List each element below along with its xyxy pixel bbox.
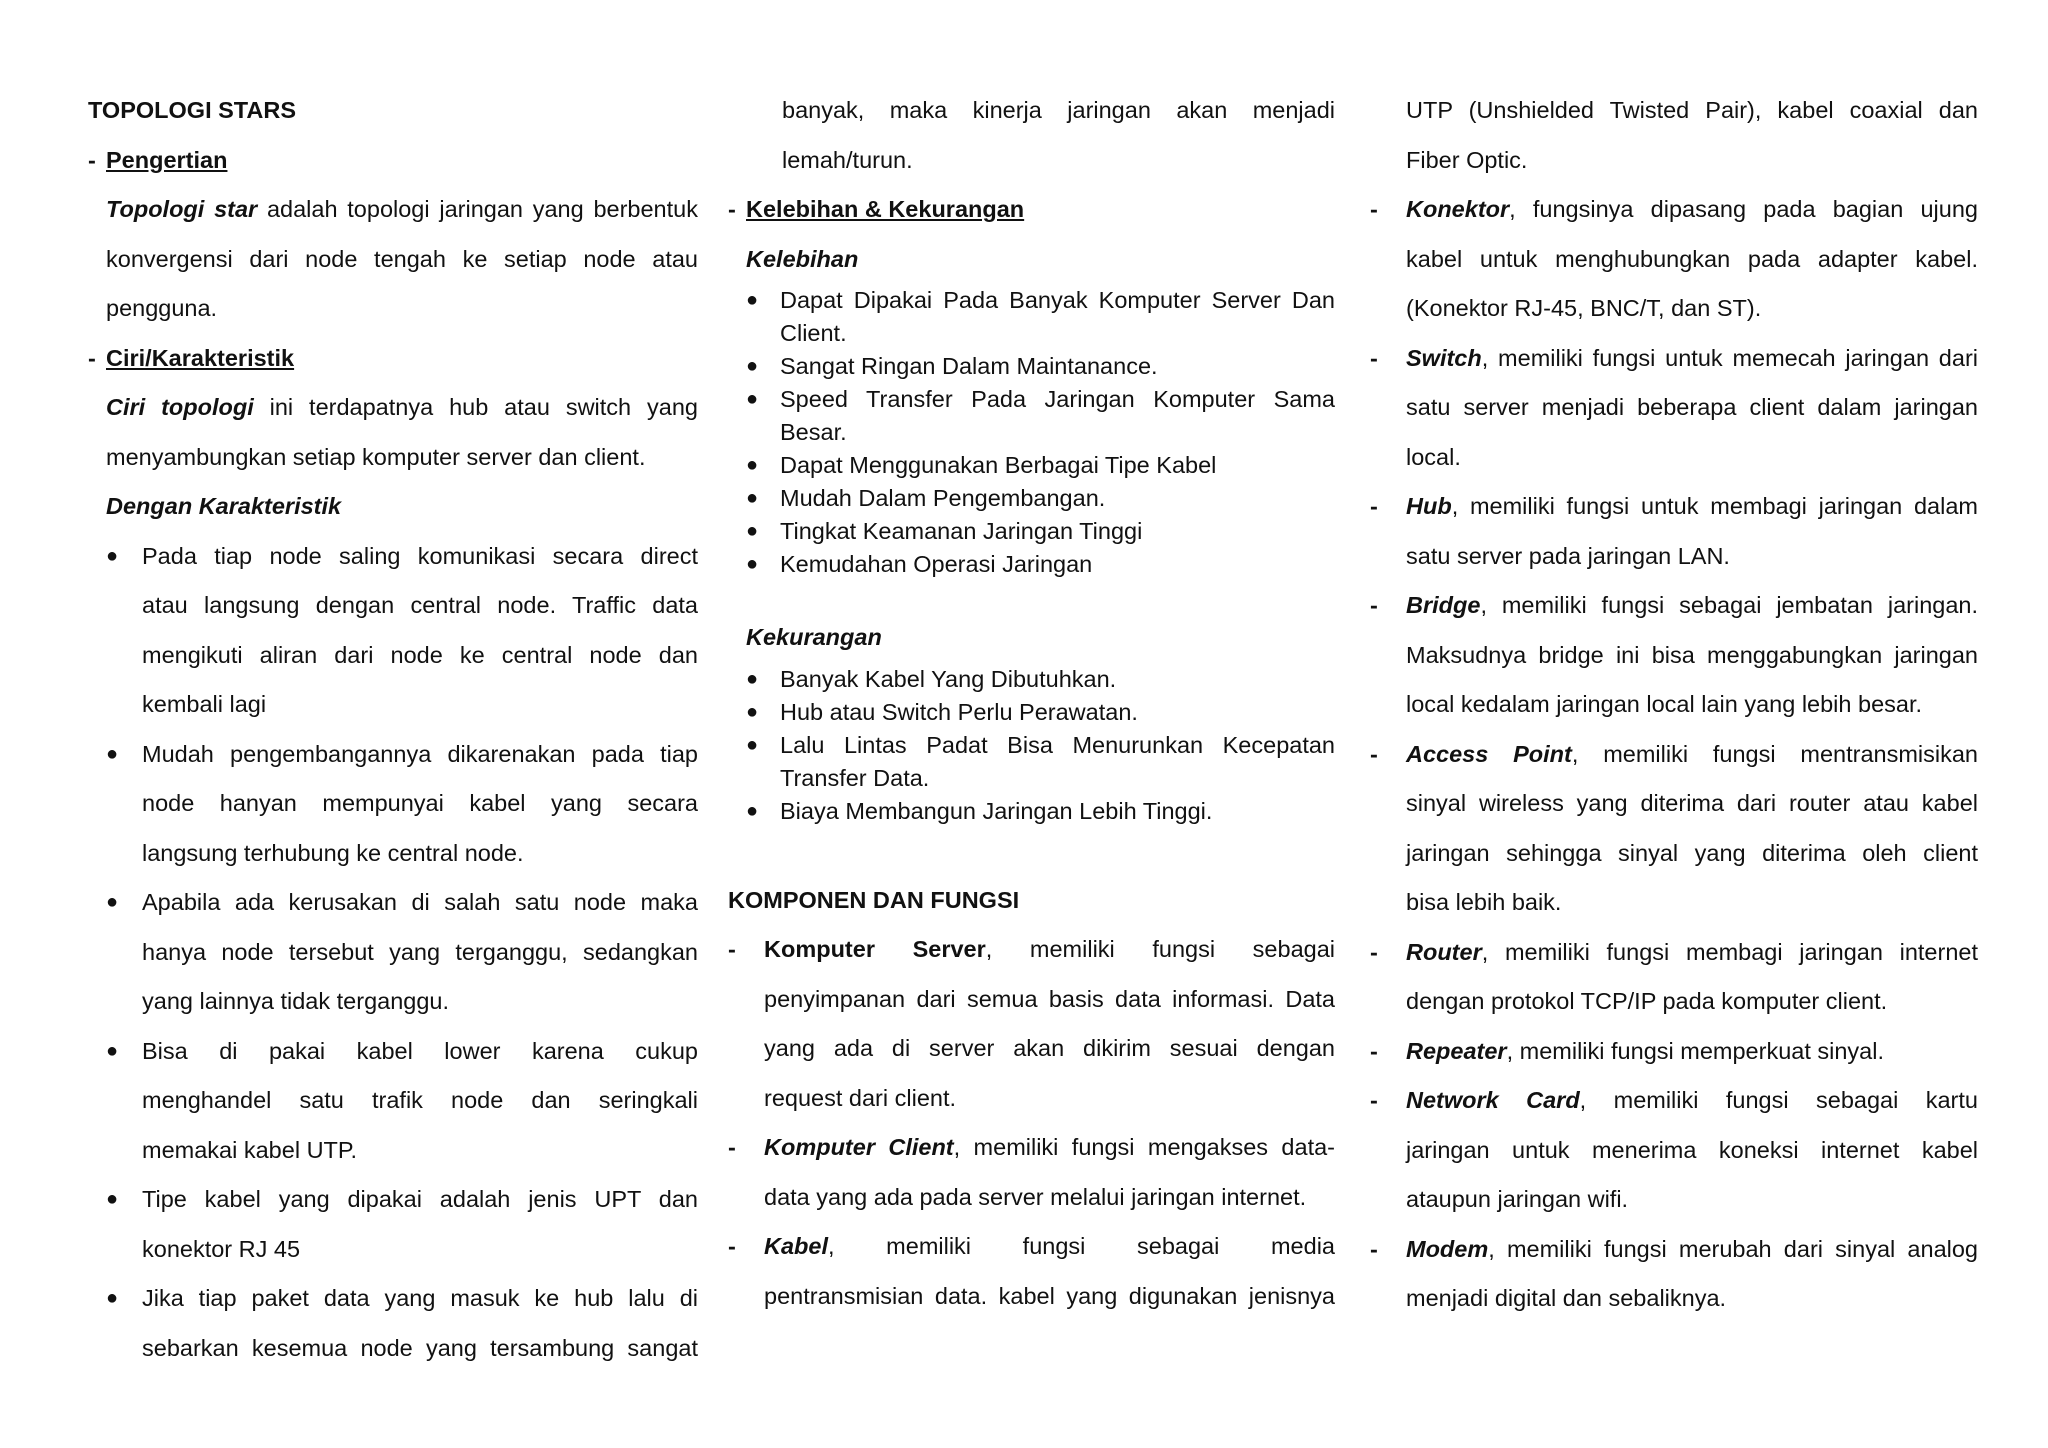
text-line [1406, 185, 1978, 235]
komponen-item [1370, 1027, 1978, 1077]
komponen-term: Repeater [1406, 1037, 1507, 1064]
komponen-text: , fungsinya dipasang pada bagian ujung [1509, 196, 1978, 222]
text-line: hanya node tersebut yang terganggu, sedangkan [142, 938, 698, 965]
list-item [88, 878, 698, 1027]
heading-ciri-karakteristik: - Ciri/Karakteristik [88, 334, 698, 384]
list-item [728, 482, 1335, 515]
text-line: Jika tiap paket data yang masuk ke hub lalu di [142, 1285, 698, 1311]
komponen-continuation [1370, 86, 1978, 185]
komponen-text: , memiliki fungsi sebagai [985, 936, 1335, 962]
text-line: Dapat Dipakai Pada Banyak Komputer Server Dan [780, 287, 1335, 313]
text-line [1406, 581, 1978, 631]
text-line [1406, 1225, 1978, 1275]
komponen-item [728, 1123, 1335, 1222]
column-2 [728, 86, 1335, 1321]
komponen-text: , memiliki fungsi untuk membagi jaringan dalam [1451, 493, 1978, 519]
bullet-continuation [728, 86, 1335, 185]
komponen-term: Konektor [1406, 196, 1510, 222]
bullet-marker: ● [746, 388, 759, 410]
komponen-term: Komputer Server [764, 936, 986, 962]
text-line [1406, 334, 1978, 384]
komponen-text: , memiliki fungsi sebagai media [828, 1233, 1335, 1259]
text-line: penyimpanan dari semua basis data informasi. Data [764, 985, 1335, 1012]
komponen-term: Komputer Client [764, 1134, 954, 1160]
dash-marker: - [1370, 592, 1378, 618]
bullet-marker: ● [746, 289, 759, 311]
text-line: (Konektor RJ-45, BNC/T, dan ST). [1406, 295, 1762, 321]
text-line: node hanyan mempunyai kabel yang secara [142, 790, 698, 816]
komponen-term: Kabel [764, 1233, 828, 1259]
text-line: banyak, maka kinerja jaringan akan menjadi [782, 97, 1335, 123]
text-line: local. [1406, 443, 1461, 470]
text-line: Pada tiap node saling komunikasi secara direct [142, 542, 698, 569]
text-line: satu server pada jaringan LAN. [1406, 542, 1730, 569]
komponen-item [1370, 581, 1978, 730]
text-line: Mudah pengembangannya dikarenakan pada tiap [142, 740, 698, 767]
text-line: sinyal wireless yang diterima dari router atau kabel [1406, 790, 1978, 816]
dash-marker: - [1370, 938, 1378, 965]
text-line: UTP (Unshielded Twisted Pair), kabel coaxial dan [1406, 97, 1978, 123]
text-line: dengan protokol TCP/IP pada komputer client. [1406, 988, 1888, 1014]
bullet-marker: ● [746, 520, 759, 542]
komponen-term: Bridge [1406, 592, 1481, 618]
heading-pengertian: - Pengertian [88, 136, 698, 186]
bullet-marker: ● [106, 1188, 119, 1210]
dash-marker: - [1370, 344, 1378, 371]
bullet-marker: ● [106, 544, 119, 567]
text-line: Biaya Membangun Jaringan Lebih Tinggi. [780, 797, 1213, 824]
text-line [764, 1123, 1335, 1173]
bullet-marker: ● [746, 454, 759, 476]
list-item [88, 1274, 698, 1373]
text-line: bisa lebih baik. [1406, 889, 1562, 915]
text-line: menjadi digital dan sebaliknya. [1406, 1285, 1727, 1311]
text-line: Banyak Kabel Yang Dibutuhkan. [780, 665, 1117, 692]
paragraph-pengertian [88, 185, 698, 334]
subheading-dengan-karakteristik: Dengan Karakteristik [106, 493, 342, 519]
komponen-list [728, 925, 1335, 1321]
text-line: kabel untuk menghubungkan pada adapter kabel. [1406, 245, 1978, 272]
bullet-marker: ● [106, 742, 119, 765]
list-item [728, 663, 1335, 696]
komponen-term: Network Card [1406, 1087, 1580, 1113]
text-line: Topologi star adalah topologi jaringan yang berbentuk [106, 196, 698, 222]
text-line [1406, 482, 1978, 532]
dash-marker: - [728, 936, 736, 962]
list-item [728, 350, 1335, 383]
text-line [1406, 730, 1978, 780]
section-title-komponen-dan-fungsi: KOMPONEN DAN FUNGSI [728, 886, 1020, 913]
komponen-text: , memiliki fungsi memperkuat sinyal. [1506, 1037, 1885, 1064]
text-line: Transfer Data. [780, 764, 930, 791]
text-line: yang lainnya tidak terganggu. [142, 988, 450, 1014]
dash-marker: - [728, 196, 736, 222]
list-item [88, 1027, 698, 1176]
text-line: Speed Transfer Pada Jaringan Komputer Sama [780, 386, 1335, 412]
text-line: Ciri topologi ini terdapatnya hub atau switch yang [106, 394, 698, 420]
komponen-text: , memiliki fungsi untuk memecah jaringan dari [1481, 344, 1978, 371]
komponen-item [728, 1222, 1335, 1321]
komponen-text: , memiliki fungsi mengakses data- [953, 1134, 1335, 1160]
dash-marker: - [1370, 493, 1378, 519]
komponen-item [1370, 334, 1978, 483]
text-line [1406, 1027, 1978, 1077]
karakteristik-list [88, 532, 698, 1374]
text-line: yang ada di server akan dikirim sesuai dengan [764, 1035, 1335, 1061]
text-line [764, 1222, 1335, 1272]
bullet-marker: ● [746, 487, 759, 509]
text-line: lemah/turun. [782, 146, 913, 173]
bullet-marker: ● [746, 355, 759, 377]
text-line: Besar. [780, 419, 847, 445]
list-item [88, 1175, 698, 1274]
text-line: sebarkan kesemua node yang tersambung sangat [142, 1334, 698, 1361]
heading-kelebihan-kekurangan: - Kelebihan & Kekurangan [728, 185, 1335, 235]
text-line: data yang ada pada server melalui jaringan internet. [764, 1183, 1307, 1210]
list-item [728, 548, 1335, 581]
komponen-item [1370, 928, 1978, 1027]
list-item [88, 532, 698, 730]
text-line: memakai kabel UTP. [142, 1136, 358, 1163]
text-line: Client. [780, 320, 847, 346]
text-line: Dapat Menggunakan Berbagai Tipe Kabel [780, 452, 1217, 478]
bullet-marker: ● [106, 1287, 119, 1309]
column-3 [1370, 86, 1978, 1324]
komponen-text: , memiliki fungsi mentransmisikan [1571, 740, 1979, 767]
komponen-term: Switch [1406, 344, 1482, 371]
komponen-term: Access Point [1406, 740, 1572, 767]
text-line [1406, 928, 1978, 978]
komponen-item [1370, 1225, 1978, 1324]
bullet-marker: ● [746, 667, 759, 690]
bullet-marker: ● [106, 891, 119, 913]
subheading-kelebihan: Kelebihan [746, 245, 859, 272]
komponen-term: Modem [1406, 1235, 1489, 1262]
list-item [728, 515, 1335, 548]
komponen-item [1370, 730, 1978, 928]
dash-marker: - [1370, 196, 1378, 222]
text-line: Apabila ada kerusakan di salah satu node maka [142, 889, 698, 915]
paragraph-ciri [88, 383, 698, 532]
dash-marker: - [728, 1134, 736, 1160]
text-line: Maksudnya bridge ini bisa menggabungkan jaringan [1406, 641, 1978, 668]
komponen-text: , memiliki fungsi merubah dari sinyal analog [1488, 1235, 1978, 1262]
text-line: langsung terhubung ke central node. [142, 839, 524, 866]
dash-marker: - [1370, 1087, 1378, 1113]
text-line: Kemudahan Operasi Jaringan [780, 551, 1093, 577]
text-line: pentransmisian data. kabel yang digunakan jenisnya [764, 1282, 1335, 1309]
komponen-item [1370, 1076, 1978, 1225]
text-line: request dari client. [764, 1084, 957, 1111]
list-item [728, 729, 1335, 795]
dash-marker: - [1370, 1235, 1378, 1262]
komponen-item [728, 925, 1335, 1123]
text-line: kembali lagi [142, 691, 267, 717]
text-line: Sangat Ringan Dalam Maintanance. [780, 353, 1158, 379]
list-item [728, 383, 1335, 449]
kelebihan-list [728, 284, 1335, 581]
text-line: konvergensi dari node tengah ke setiap node atau [106, 245, 698, 272]
bullet-marker: ● [746, 799, 759, 822]
dash-marker: - [88, 344, 96, 371]
text-line: Lalu Lintas Padat Bisa Menurunkan Kecepatan [780, 731, 1335, 758]
text-line: local kedalam jaringan local lain yang lebih besar. [1406, 691, 1923, 717]
komponen-list [1370, 185, 1978, 1324]
text-line: Fiber Optic. [1406, 146, 1528, 173]
text-line: mengikuti aliran dari node ke central node dan [142, 641, 698, 668]
list-item [88, 730, 698, 879]
bullet-marker: ● [746, 553, 759, 575]
komponen-item [1370, 482, 1978, 581]
text-line [1406, 1076, 1978, 1126]
komponen-item [1370, 185, 1978, 334]
dash-marker: - [88, 146, 96, 173]
list-item [728, 449, 1335, 482]
text-line: Tingkat Keamanan Jaringan Tinggi [780, 518, 1143, 544]
text-line [764, 925, 1335, 975]
text-line: jaringan untuk menerima koneksi internet kabel [1406, 1136, 1978, 1163]
list-item [728, 284, 1335, 350]
section-title-topologi-stars: TOPOLOGI STARS [88, 97, 297, 123]
text-line: Bisa di pakai kabel lower karena cukup [142, 1037, 698, 1064]
komponen-text: , memiliki fungsi sebagai jembatan jaringan. [1480, 592, 1978, 618]
bullet-marker: ● [746, 733, 759, 756]
bullet-marker: ● [746, 700, 759, 723]
komponen-term: Hub [1406, 493, 1452, 519]
text-line: atau langsung dengan central node. Traffic data [142, 592, 698, 618]
text-line: jaringan sehingga sinyal yang diterima oleh client [1406, 839, 1978, 866]
text-line: Tipe kabel yang dipakai adalah jenis UPT dan [142, 1186, 698, 1212]
text-line: Mudah Dalam Pengembangan. [780, 485, 1106, 511]
komponen-term: Router [1406, 938, 1482, 965]
text-line: satu server menjadi beberapa client dalam jaringan [1406, 394, 1978, 420]
komponen-text: , memiliki fungsi membagi jaringan internet [1481, 938, 1978, 965]
text-line: ataupun jaringan wifi. [1406, 1186, 1629, 1212]
komponen-text: , memiliki fungsi sebagai kartu [1579, 1087, 1978, 1113]
kekurangan-list [728, 663, 1335, 828]
text-line: menghandel satu trafik node dan seringkali [142, 1087, 698, 1113]
dash-marker: - [1370, 1037, 1378, 1064]
text-line: menyambungkan setiap komputer server dan client. [106, 443, 646, 470]
subheading-kekurangan: Kekurangan [746, 624, 882, 650]
column-1 [88, 86, 698, 1373]
text-line: konektor RJ 45 [142, 1235, 301, 1262]
bullet-marker: ● [106, 1039, 119, 1062]
dash-marker: - [728, 1233, 736, 1259]
text-line: pengguna. [106, 295, 218, 321]
dash-marker: - [1370, 740, 1378, 767]
text-line: Hub atau Switch Perlu Perawatan. [780, 698, 1138, 725]
list-item [728, 795, 1335, 828]
list-item [728, 696, 1335, 729]
